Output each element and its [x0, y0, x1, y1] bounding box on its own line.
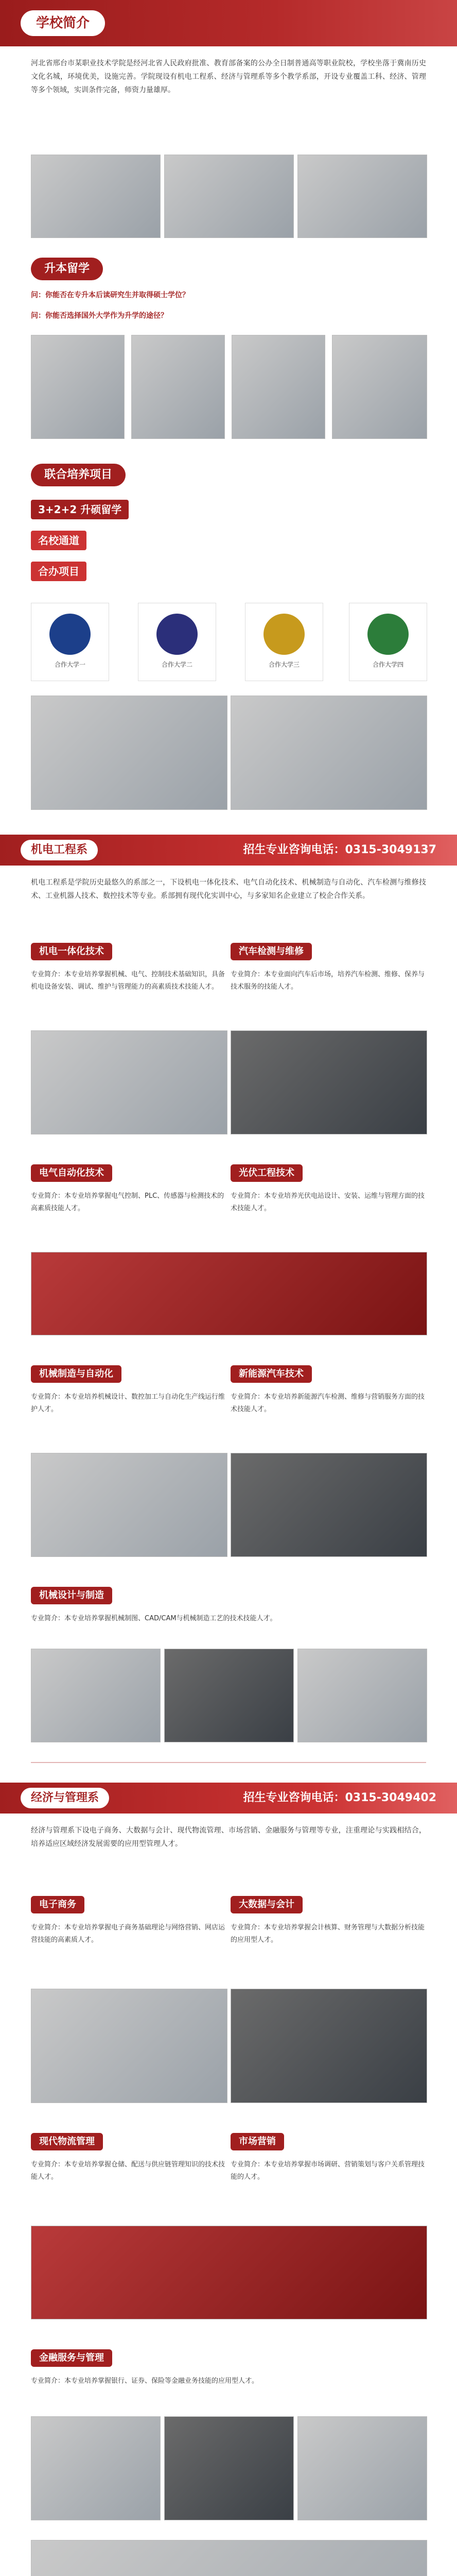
coop-title: 联合培养项目	[31, 464, 126, 486]
mech-major-6-title: 新能源汽车技术	[231, 1365, 312, 1383]
mech-photo-5	[31, 1649, 161, 1742]
intro-banner	[0, 0, 457, 46]
partner-logo-icon	[156, 614, 198, 655]
econ-photo-1	[31, 1989, 227, 2103]
partner-card-2	[138, 603, 216, 681]
building-photo-1	[31, 335, 125, 439]
upgrade-q2: 问：你能否选择国外大学作为升学的途径？	[31, 312, 168, 320]
econ-photo-4	[164, 2416, 294, 2520]
econ-major-2-text: 专业简介：本专业培养掌握会计核算、财务管理与大数据分析技能的应用型人才。	[231, 1924, 425, 1944]
mech-photo-4	[231, 1453, 427, 1557]
coop-program-badge: 3+2+2 升硕留学	[31, 500, 129, 519]
econ-major-3-text: 专业简介：本专业培养掌握仓储、配送与供应链管理知识的技术技能人才。	[31, 2161, 225, 2181]
mech-major-1-text: 专业简介：本专业培养掌握机械、电气、控制技术基础知识，具备机电设备安装、调试、维护与管理能力的高素质技术技能人才。	[31, 971, 225, 991]
mech-photo-7	[297, 1649, 427, 1742]
partner-card-3	[245, 603, 323, 681]
partner-card-1	[31, 603, 109, 681]
upgrade-title: 升本留学	[31, 258, 103, 280]
econ-banner-photo	[31, 2226, 427, 2319]
mech-major-7-text: 专业简介：本专业培养掌握机械制图、CAD/CAM与机械制造工艺的技术技能人才。	[31, 1615, 277, 1622]
intro-title: 学校简介	[21, 10, 105, 36]
mech-title: 机电工程系	[21, 840, 98, 860]
mech-photo-2	[231, 1030, 427, 1134]
mech-major-5-text: 专业简介：本专业培养机械设计、数控加工与自动化生产线运行维护人才。	[31, 1393, 225, 1413]
section-divider	[31, 1762, 426, 1763]
mech-major-2-title: 汽车检测与维修	[231, 943, 312, 960]
coop-photo-2	[231, 696, 427, 810]
partner-name: 合作大学二	[161, 661, 192, 668]
building-photo-4	[332, 335, 427, 439]
mech-major-5-title: 机械制造与自动化	[31, 1365, 121, 1383]
econ-large-photo	[31, 2540, 427, 2576]
econ-header	[0, 1783, 457, 1814]
partner-logo-icon	[49, 614, 91, 655]
mech-photo-3	[31, 1453, 227, 1557]
mech-major-3-title: 电气自动化技术	[31, 1164, 112, 1182]
econ-title: 经济与管理系	[21, 1788, 109, 1808]
campus-photo-2	[164, 155, 294, 238]
econ-major-1-text: 专业简介：本专业培养掌握电子商务基础理论与网络营销、网店运营技能的高素质人才。	[31, 1924, 225, 1944]
coop-tag-1: 名校通道	[31, 531, 86, 550]
partner-card-4	[349, 603, 427, 681]
econ-major-2-title: 大数据与会计	[231, 1896, 303, 1913]
mech-major-6-text: 专业简介：本专业培养新能源汽车检测、维修与营销服务方面的技术技能人才。	[231, 1393, 425, 1413]
econ-major-3-title: 现代物流管理	[31, 2133, 103, 2150]
mech-banner-photo	[31, 1252, 427, 1335]
econ-major-1-title: 电子商务	[31, 1896, 84, 1913]
mech-major-4-title: 光伏工程技术	[231, 1164, 303, 1182]
building-photo-3	[232, 335, 325, 439]
mech-major-1-title: 机电一体化技术	[31, 943, 112, 960]
upgrade-q1: 问：你能否在专升本后读研究生并取得硕士学位？	[31, 291, 189, 299]
econ-major-4-text: 专业简介：本专业培养掌握市场调研、营销策划与客户关系管理技能的人才。	[231, 2161, 425, 2181]
econ-photo-5	[297, 2416, 427, 2520]
econ-phone: 招生专业咨询电话：0315-3049402	[243, 1791, 436, 1804]
partner-name: 合作大学一	[54, 661, 85, 668]
mech-major-2-text: 专业简介：本专业面向汽车后市场，培养汽车检测、维修、保养与技术服务的技能人才。	[231, 971, 425, 991]
mech-major-7-title: 机械设计与制造	[31, 1587, 112, 1604]
coop-photo-1	[31, 696, 227, 810]
campus-photo-3	[297, 155, 427, 238]
mech-phone: 招生专业咨询电话：0315-3049137	[243, 843, 436, 856]
econ-photo-2	[231, 1989, 427, 2103]
coop-tag-2: 合办项目	[31, 562, 86, 581]
partner-name: 合作大学四	[372, 661, 403, 668]
mech-header	[0, 835, 457, 866]
mech-photo-6	[164, 1649, 294, 1742]
econ-intro: 经济与管理系下设电子商务、大数据与会计、现代物流管理、市场营销、金融服务与管理等专业，注重理论与实践相结合，培养适应区域经济发展需要的应用型管理人才。	[31, 1826, 426, 1848]
mech-photo-1	[31, 1030, 227, 1134]
intro-paragraph: 河北省邢台市某职业技术学院是经河北省人民政府批准、教育部备案的公办全日制普通高等职业院校，学校坐落于冀南历史文化名城，环境优美，设施完善。学院现设有机电工程系、经济与管理系等多个教学系部，开设专业覆盖工科、经济、管理等多个领域，实训条件完备，师资力量雄厚。	[31, 59, 426, 94]
campus-photo-1	[31, 155, 161, 238]
mech-intro: 机电工程系是学院历史最悠久的系部之一，下设机电一体化技术、电气自动化技术、机械制造与自动化、汽车检测与维修技术、工业机器人技术、数控技术等专业。系部拥有现代化实训中心，与多家知名企业建立了校企合作关系。	[31, 878, 426, 900]
partner-name: 合作大学三	[268, 661, 300, 668]
mech-major-4-text: 专业简介：本专业培养光伏电站设计、安装、运维与管理方面的技术技能人才。	[231, 1192, 425, 1212]
partner-logo-icon	[263, 614, 305, 655]
partner-logo-icon	[367, 614, 409, 655]
econ-photo-3	[31, 2416, 161, 2520]
econ-major-4-title: 市场营销	[231, 2133, 284, 2150]
econ-major-5-text: 专业简介：本专业培养掌握银行、证券、保险等金融业务技能的应用型人才。	[31, 2377, 259, 2385]
econ-major-5-title: 金融服务与管理	[31, 2349, 112, 2367]
mech-major-3-text: 专业简介：本专业培养掌握电气控制、PLC、传感器与检测技术的高素质技能人才。	[31, 1192, 224, 1212]
building-photo-2	[131, 335, 225, 439]
